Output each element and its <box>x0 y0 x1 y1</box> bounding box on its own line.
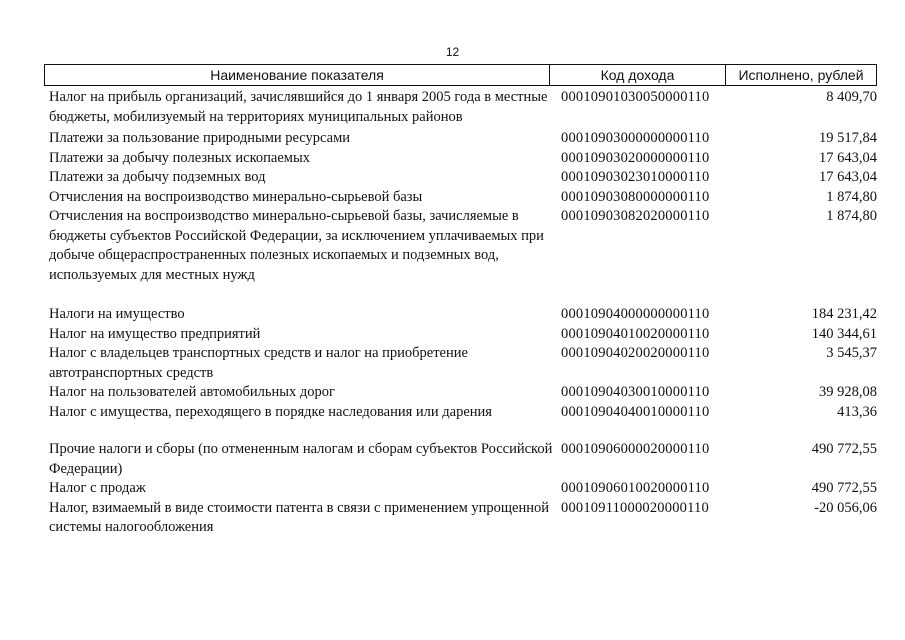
table-row <box>49 188 877 208</box>
row-amount: -20 056,06 <box>814 499 877 516</box>
table-row <box>49 305 877 325</box>
table-row <box>49 344 877 383</box>
table-row <box>49 325 877 345</box>
row-name: Налог на прибыль организаций, зачислявшийся до 1 января 2005 года в местные бюджеты, мобилизуемый на территориях муниципальных районов <box>49 89 548 125</box>
row-name: Прочие налоги и сборы (по отмененным налогам и сборам субъектов Российской Федерации) <box>49 441 553 477</box>
row-name: Налоги на имущество <box>49 306 185 322</box>
row-name: Платежи за добычу подземных вод <box>49 169 266 185</box>
row-amount: 8 409,70 <box>826 89 877 105</box>
row-code: 00010903020000000110 <box>561 149 710 166</box>
row-name: Налог с имущества, переходящего в порядке наследования или дарения <box>49 403 492 420</box>
header-name-column: Наименование показателя <box>45 65 550 85</box>
row-code: 00010904030010000110 <box>561 384 710 400</box>
row-name: Платежи за добычу полезных ископаемых <box>49 149 310 166</box>
row-amount: 490 772,55 <box>811 480 877 496</box>
row-amount: 19 517,84 <box>819 130 877 146</box>
row-amount: 3 545,37 <box>826 345 877 361</box>
row-amount: 140 344,61 <box>811 325 877 342</box>
row-name: Налог с продаж <box>49 480 146 496</box>
row-code: 00010903080000000110 <box>561 188 710 205</box>
table-row <box>49 383 877 403</box>
row-amount: 1 874,80 <box>826 208 877 224</box>
row-code: 00010903023010000110 <box>561 169 710 185</box>
table-row <box>49 499 877 538</box>
table-row <box>49 88 877 127</box>
row-amount: 17 643,04 <box>819 149 877 166</box>
row-code: 00010911000020000110 <box>561 499 709 516</box>
row-name: Налог, взимаемый в виде стоимости патента в связи с применением упрощенной системы налогообложения <box>49 499 550 535</box>
table-row <box>49 207 877 285</box>
row-amount: 39 928,08 <box>819 384 877 400</box>
row-amount: 184 231,42 <box>811 306 877 322</box>
row-name: Платежи за пользование природными ресурсами <box>49 130 351 146</box>
row-name: Налог с владельцев транспортных средств и налог на приобретение автотранспортных средств <box>49 345 468 381</box>
row-code: 00010904000000000110 <box>561 306 710 322</box>
row-name: Налог на пользователей автомобильных дорог <box>49 384 335 400</box>
row-code: 00010903000000000110 <box>561 130 710 146</box>
table-body <box>49 88 877 538</box>
row-code: 00010901030050000110 <box>561 89 710 105</box>
row-code: 00010904040010000110 <box>561 403 710 420</box>
table-row <box>49 168 877 188</box>
table-row <box>49 440 877 479</box>
table-row <box>49 129 877 149</box>
row-amount: 1 874,80 <box>826 188 877 205</box>
header-code-column: Код дохода <box>550 65 726 85</box>
row-name: Отчисления на воспроизводство минерально-сырьевой базы, зачисляемые в бюджеты субъектов Российской Федерации, за исключением уплачиваемых при добыче общераспространенных полезных ископаемых и подземных вод, используемых для местных нужд <box>49 208 544 283</box>
row-name: Отчисления на воспроизводство минерально-сырьевой базы <box>49 188 423 205</box>
row-code: 00010906000020000110 <box>561 441 710 457</box>
table-row <box>49 403 877 423</box>
table-header <box>44 64 877 86</box>
row-amount: 413,36 <box>837 403 877 420</box>
row-code: 00010903082020000110 <box>561 208 710 224</box>
row-code: 00010904010020000110 <box>561 325 710 342</box>
page-number: 12 <box>445 45 460 59</box>
row-code: 00010904020020000110 <box>561 345 710 361</box>
row-amount: 490 772,55 <box>811 441 877 457</box>
row-amount: 17 643,04 <box>819 169 877 185</box>
table-row <box>49 479 877 499</box>
table-row <box>49 149 877 169</box>
row-code: 00010906010020000110 <box>561 480 710 496</box>
header-amount-column: Исполнено, рублей <box>738 67 864 83</box>
row-name: Налог на имущество предприятий <box>49 325 261 342</box>
